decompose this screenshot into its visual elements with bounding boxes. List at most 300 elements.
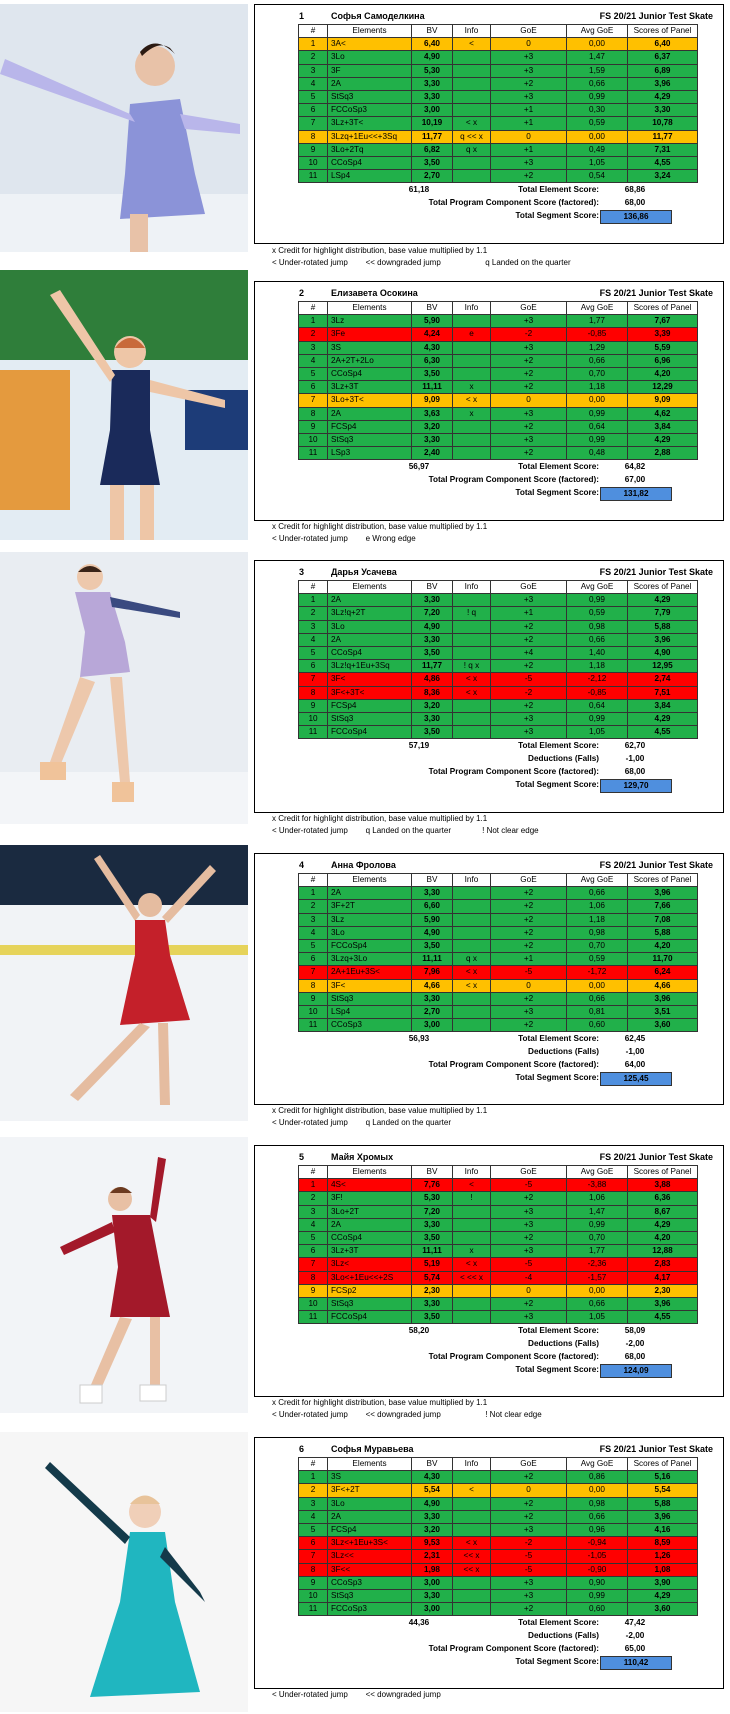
avg-goe: 1,18 [567, 381, 628, 394]
panel-score: 3,96 [628, 1510, 698, 1523]
column-header: BV [412, 581, 453, 594]
element-row [299, 900, 698, 913]
column-header: Scores of Panel [628, 302, 698, 315]
column-header: # [299, 302, 328, 315]
goe: +2 [491, 354, 567, 367]
goe: +2 [491, 1497, 567, 1510]
goe: -5 [491, 966, 567, 979]
element-row [299, 966, 698, 979]
goe: +2 [491, 900, 567, 913]
element-number: 11 [299, 726, 328, 739]
goe: +2 [491, 660, 567, 673]
panel-score: 3,84 [628, 420, 698, 433]
skater-name: Дарья Усачева [331, 567, 397, 577]
element-code: FCCoSp3 [328, 1603, 412, 1616]
goe: +2 [491, 77, 567, 90]
base-value: 5,74 [412, 1271, 453, 1284]
legend-note: < Under-rotated jump q Landed on the quarter [272, 1118, 451, 1127]
panel-header [255, 1152, 723, 1166]
element-row [299, 1484, 698, 1497]
info-mark: << x [453, 1550, 491, 1563]
summary-label: Total Program Component Score (factored): [428, 767, 599, 777]
header-row [299, 1166, 698, 1179]
avg-goe: 1,77 [567, 315, 628, 328]
summary-label: Total Element Score: [518, 1618, 599, 1628]
element-code: 3Lz< [328, 1258, 412, 1271]
column-header: GoE [491, 1166, 567, 1179]
element-row [299, 646, 698, 659]
element-code: 3A< [328, 38, 412, 51]
summary-line [255, 185, 723, 198]
base-value: 6,60 [412, 900, 453, 913]
panel-header [255, 288, 723, 302]
avg-goe: 0,86 [567, 1471, 628, 1484]
element-row [299, 1005, 698, 1018]
info-mark [453, 1311, 491, 1324]
summary-line [255, 1326, 723, 1339]
element-row [299, 926, 698, 939]
element-row [299, 1297, 698, 1310]
goe: 0 [491, 979, 567, 992]
element-row [299, 1563, 698, 1576]
element-number: 10 [299, 1005, 328, 1018]
total-segment-score: 131,82 [600, 487, 672, 501]
element-number: 7 [299, 966, 328, 979]
panel-header [255, 1444, 723, 1458]
element-code: 3Lz!q+1Eu+3Sq [328, 660, 412, 673]
info-mark [453, 367, 491, 380]
element-row [299, 341, 698, 354]
element-number: 2 [299, 1192, 328, 1205]
element-number: 3 [299, 620, 328, 633]
base-value: 11,11 [412, 1245, 453, 1258]
element-row [299, 887, 698, 900]
avg-goe: 0,00 [567, 130, 628, 143]
goe: +2 [491, 1192, 567, 1205]
element-code: LSp4 [328, 170, 412, 183]
goe: +1 [491, 143, 567, 156]
info-mark [453, 594, 491, 607]
avg-goe: 0,99 [567, 712, 628, 725]
panel-header [255, 11, 723, 25]
panel-score: 12,29 [628, 381, 698, 394]
avg-goe: -2,36 [567, 1258, 628, 1271]
info-mark [453, 433, 491, 446]
base-value: 3,00 [412, 1019, 453, 1032]
base-value: 4,90 [412, 926, 453, 939]
goe: +2 [491, 447, 567, 460]
element-code: 3F<+2T [328, 1484, 412, 1497]
column-header: Avg GoE [567, 302, 628, 315]
goe: -5 [491, 673, 567, 686]
base-value: 3,30 [412, 594, 453, 607]
avg-goe: -1,57 [567, 1271, 628, 1284]
summary-label: Total Element Score: [518, 462, 599, 472]
element-number: 11 [299, 1019, 328, 1032]
info-mark: < x [453, 1258, 491, 1271]
info-mark: < x [453, 1537, 491, 1550]
column-header: BV [412, 1166, 453, 1179]
competition-label: FS 20/21 Junior Test Skate [599, 1444, 713, 1454]
summary-label: Total Program Component Score (factored): [428, 1352, 599, 1362]
element-row [299, 64, 698, 77]
info-mark: < x [453, 979, 491, 992]
base-value: 7,76 [412, 1179, 453, 1192]
avg-goe: 0,90 [567, 1576, 628, 1589]
goe: +2 [491, 913, 567, 926]
goe: -2 [491, 1537, 567, 1550]
goe: +3 [491, 156, 567, 169]
element-number: 8 [299, 130, 328, 143]
avg-goe: 0,66 [567, 354, 628, 367]
avg-goe: -0,90 [567, 1563, 628, 1576]
avg-goe: 0,60 [567, 1019, 628, 1032]
element-code: 3Fe [328, 328, 412, 341]
panel-score: 4,55 [628, 726, 698, 739]
element-code: 3F< [328, 673, 412, 686]
element-row [299, 699, 698, 712]
element-number: 1 [299, 38, 328, 51]
element-number: 9 [299, 143, 328, 156]
base-value: 3,50 [412, 646, 453, 659]
panel-score: 4,29 [628, 1589, 698, 1602]
element-number: 9 [299, 699, 328, 712]
element-row [299, 104, 698, 117]
info-mark [453, 913, 491, 926]
panel-score: 3,30 [628, 104, 698, 117]
avg-goe: 1,40 [567, 646, 628, 659]
panel-score: 6,89 [628, 64, 698, 77]
avg-goe: 0,64 [567, 699, 628, 712]
base-value: 3,30 [412, 1218, 453, 1231]
column-header: Elements [328, 25, 412, 38]
avg-goe: 0,81 [567, 1005, 628, 1018]
column-header: GoE [491, 874, 567, 887]
base-value: 2,30 [412, 1284, 453, 1297]
element-code: 3F! [328, 1192, 412, 1205]
goe: -5 [491, 1550, 567, 1563]
panel-score: 12,88 [628, 1245, 698, 1258]
element-row [299, 381, 698, 394]
element-code: 3Lz [328, 913, 412, 926]
element-code: 3Lo [328, 620, 412, 633]
element-row [299, 117, 698, 130]
avg-goe: 0,98 [567, 1497, 628, 1510]
panel-score: 4,20 [628, 1231, 698, 1244]
element-code: FCCoSp4 [328, 726, 412, 739]
avg-goe: 0,99 [567, 407, 628, 420]
element-row [299, 420, 698, 433]
goe: +2 [491, 367, 567, 380]
panel-header [255, 860, 723, 874]
goe: +3 [491, 1205, 567, 1218]
avg-goe: 1,05 [567, 156, 628, 169]
goe: -5 [491, 1563, 567, 1576]
element-row [299, 1271, 698, 1284]
element-code: 3Lo [328, 926, 412, 939]
avg-goe: 0,70 [567, 367, 628, 380]
info-mark [453, 926, 491, 939]
element-number: 7 [299, 1258, 328, 1271]
base-value: 5,19 [412, 1258, 453, 1271]
element-code: 2A [328, 407, 412, 420]
legend-note: x Credit for highlight distribution, base value multiplied by 1.1 [272, 246, 488, 255]
column-header: BV [412, 1458, 453, 1471]
column-header: GoE [491, 302, 567, 315]
base-value: 3,50 [412, 726, 453, 739]
element-number: 6 [299, 1245, 328, 1258]
info-mark [453, 104, 491, 117]
panel-score: 4,55 [628, 156, 698, 169]
element-code: FCSp4 [328, 1523, 412, 1536]
info-mark [453, 170, 491, 183]
info-mark [453, 992, 491, 1005]
element-number: 5 [299, 1523, 328, 1536]
notes-4 [272, 1105, 722, 1129]
column-header: # [299, 874, 328, 887]
avg-goe: -0,85 [567, 328, 628, 341]
panel-score: 7,08 [628, 913, 698, 926]
column-header: Elements [328, 581, 412, 594]
panel-score: 4,17 [628, 1271, 698, 1284]
info-mark [453, 1510, 491, 1523]
base-value: 7,20 [412, 1205, 453, 1218]
goe: +2 [491, 926, 567, 939]
summary-value: 58,09 [624, 1326, 646, 1336]
summary-label: Total Program Component Score (factored): [428, 198, 599, 208]
base-value: 4,24 [412, 328, 453, 341]
element-number: 4 [299, 77, 328, 90]
element-row [299, 953, 698, 966]
info-mark: ! [453, 1192, 491, 1205]
element-code: 3Lz!q+2T [328, 607, 412, 620]
base-value: 5,54 [412, 1484, 453, 1497]
element-number: 1 [299, 594, 328, 607]
score-panel-3 [254, 560, 724, 813]
avg-goe: 1,05 [567, 1311, 628, 1324]
element-code: 3Lz+3T [328, 1245, 412, 1258]
goe: -2 [491, 328, 567, 341]
goe: +3 [491, 1576, 567, 1589]
goe: +2 [491, 1019, 567, 1032]
element-number: 1 [299, 1471, 328, 1484]
base-value: 2,31 [412, 1550, 453, 1563]
element-number: 5 [299, 90, 328, 103]
element-row [299, 315, 698, 328]
panel-score: 9,09 [628, 394, 698, 407]
goe: +3 [491, 315, 567, 328]
element-number: 2 [299, 51, 328, 64]
element-number: 2 [299, 900, 328, 913]
element-code: 2A [328, 633, 412, 646]
summary-value: 68,00 [624, 1352, 646, 1362]
competition-label: FS 20/21 Junior Test Skate [599, 860, 713, 870]
notes-1 [272, 245, 722, 269]
avg-goe: 0,99 [567, 594, 628, 607]
summary-value: 64,00 [624, 1060, 646, 1070]
element-number: 3 [299, 341, 328, 354]
goe: +3 [491, 594, 567, 607]
goe: +3 [491, 1523, 567, 1536]
info-mark: ! q x [453, 660, 491, 673]
base-value: 3,30 [412, 1589, 453, 1602]
panel-score: 3,24 [628, 170, 698, 183]
score-table [298, 580, 698, 739]
panel-score: 2,88 [628, 447, 698, 460]
summary-line [255, 1339, 723, 1352]
element-row [299, 939, 698, 952]
base-value: 3,50 [412, 1231, 453, 1244]
element-row [299, 394, 698, 407]
element-row [299, 992, 698, 1005]
base-value-total: 58,20 [408, 1326, 430, 1336]
legend-note: < Under-rotated jump << downgraded jump [272, 1690, 441, 1699]
score-panel-1 [254, 4, 724, 244]
panel-score: 4,16 [628, 1523, 698, 1536]
element-number: 7 [299, 1550, 328, 1563]
panel-score: 5,88 [628, 926, 698, 939]
element-number: 9 [299, 1576, 328, 1589]
element-number: 4 [299, 1218, 328, 1231]
legend-note: < Under-rotated jump q Landed on the quarter ! Not clear edge [272, 826, 539, 835]
element-code: StSq3 [328, 712, 412, 725]
base-value: 3,30 [412, 1510, 453, 1523]
summary-line [255, 754, 723, 767]
element-row [299, 1471, 698, 1484]
column-header: # [299, 25, 328, 38]
base-value-total: 61,18 [408, 185, 430, 195]
base-value: 7,20 [412, 607, 453, 620]
info-mark [453, 887, 491, 900]
avg-goe: 1,06 [567, 1192, 628, 1205]
goe: +3 [491, 433, 567, 446]
avg-goe: 0,59 [567, 607, 628, 620]
info-mark: x [453, 407, 491, 420]
element-number: 3 [299, 1205, 328, 1218]
goe: +3 [491, 51, 567, 64]
info-mark [453, 939, 491, 952]
info-mark: < x [453, 686, 491, 699]
element-row [299, 712, 698, 725]
element-code: 3Lzq+1Eu<<+3Sq [328, 130, 412, 143]
summary-label: Deductions (Falls) [528, 1339, 599, 1349]
panel-score: 8,67 [628, 1205, 698, 1218]
info-mark [453, 1297, 491, 1310]
goe: +4 [491, 646, 567, 659]
base-value: 11,11 [412, 381, 453, 394]
goe: +1 [491, 607, 567, 620]
element-code: StSq3 [328, 433, 412, 446]
base-value: 3,30 [412, 433, 453, 446]
avg-goe: 1,06 [567, 900, 628, 913]
base-value: 3,50 [412, 156, 453, 169]
column-header: Elements [328, 302, 412, 315]
goe: +1 [491, 117, 567, 130]
panel-score: 5,59 [628, 341, 698, 354]
summary-value: 65,00 [624, 1644, 646, 1654]
element-number: 8 [299, 686, 328, 699]
element-row [299, 77, 698, 90]
avg-goe: 0,66 [567, 1510, 628, 1523]
notes-5 [272, 1397, 722, 1421]
panel-score: 11,77 [628, 130, 698, 143]
info-mark [453, 156, 491, 169]
avg-goe: 0,64 [567, 420, 628, 433]
element-number: 7 [299, 394, 328, 407]
column-header: Info [453, 1458, 491, 1471]
base-value: 3,30 [412, 1297, 453, 1310]
goe: +2 [491, 992, 567, 1005]
info-mark: x [453, 1245, 491, 1258]
panel-score: 3,96 [628, 887, 698, 900]
base-value: 5,30 [412, 64, 453, 77]
element-number: 10 [299, 1589, 328, 1602]
avg-goe: 0,99 [567, 1218, 628, 1231]
element-row [299, 130, 698, 143]
panel-score: 7,51 [628, 686, 698, 699]
element-row [299, 1603, 698, 1616]
legend-note: < Under-rotated jump << downgraded jump ! Not clear edge [272, 1410, 542, 1419]
element-row [299, 979, 698, 992]
goe: +2 [491, 620, 567, 633]
info-mark [453, 1576, 491, 1589]
element-code: 4S< [328, 1179, 412, 1192]
notes-6 [272, 1689, 722, 1701]
info-mark [453, 900, 491, 913]
summary-line [255, 780, 723, 793]
summary-line [255, 462, 723, 475]
summary-value: 68,00 [624, 198, 646, 208]
avg-goe: 1,77 [567, 1245, 628, 1258]
element-row [299, 1510, 698, 1523]
element-number: 8 [299, 1563, 328, 1576]
element-number: 1 [299, 315, 328, 328]
score-table [298, 873, 698, 1032]
base-value: 3,30 [412, 90, 453, 103]
info-mark [453, 420, 491, 433]
avg-goe: -0,94 [567, 1537, 628, 1550]
base-value: 3,00 [412, 1576, 453, 1589]
panel-score: 6,36 [628, 1192, 698, 1205]
avg-goe: -2,12 [567, 673, 628, 686]
info-mark: < [453, 1484, 491, 1497]
avg-goe: 0,59 [567, 117, 628, 130]
header-row [299, 302, 698, 315]
element-number: 11 [299, 1603, 328, 1616]
summary-line [255, 1657, 723, 1670]
summary-label: Total Segment Score: [515, 780, 599, 790]
goe: +1 [491, 104, 567, 117]
base-value: 11,11 [412, 953, 453, 966]
element-code: StSq3 [328, 1297, 412, 1310]
element-number: 11 [299, 170, 328, 183]
element-code: CCoSp4 [328, 367, 412, 380]
element-number: 9 [299, 1284, 328, 1297]
avg-goe: 1,59 [567, 64, 628, 77]
element-code: StSq3 [328, 992, 412, 1005]
base-value: 4,30 [412, 1471, 453, 1484]
element-code: 3Lz+3T [328, 381, 412, 394]
element-row [299, 1179, 698, 1192]
base-value: 9,09 [412, 394, 453, 407]
panel-score: 12,95 [628, 660, 698, 673]
element-row [299, 673, 698, 686]
header-row [299, 1458, 698, 1471]
element-number: 4 [299, 926, 328, 939]
skater-number: 2 [299, 288, 305, 298]
element-number: 4 [299, 633, 328, 646]
element-number: 4 [299, 354, 328, 367]
